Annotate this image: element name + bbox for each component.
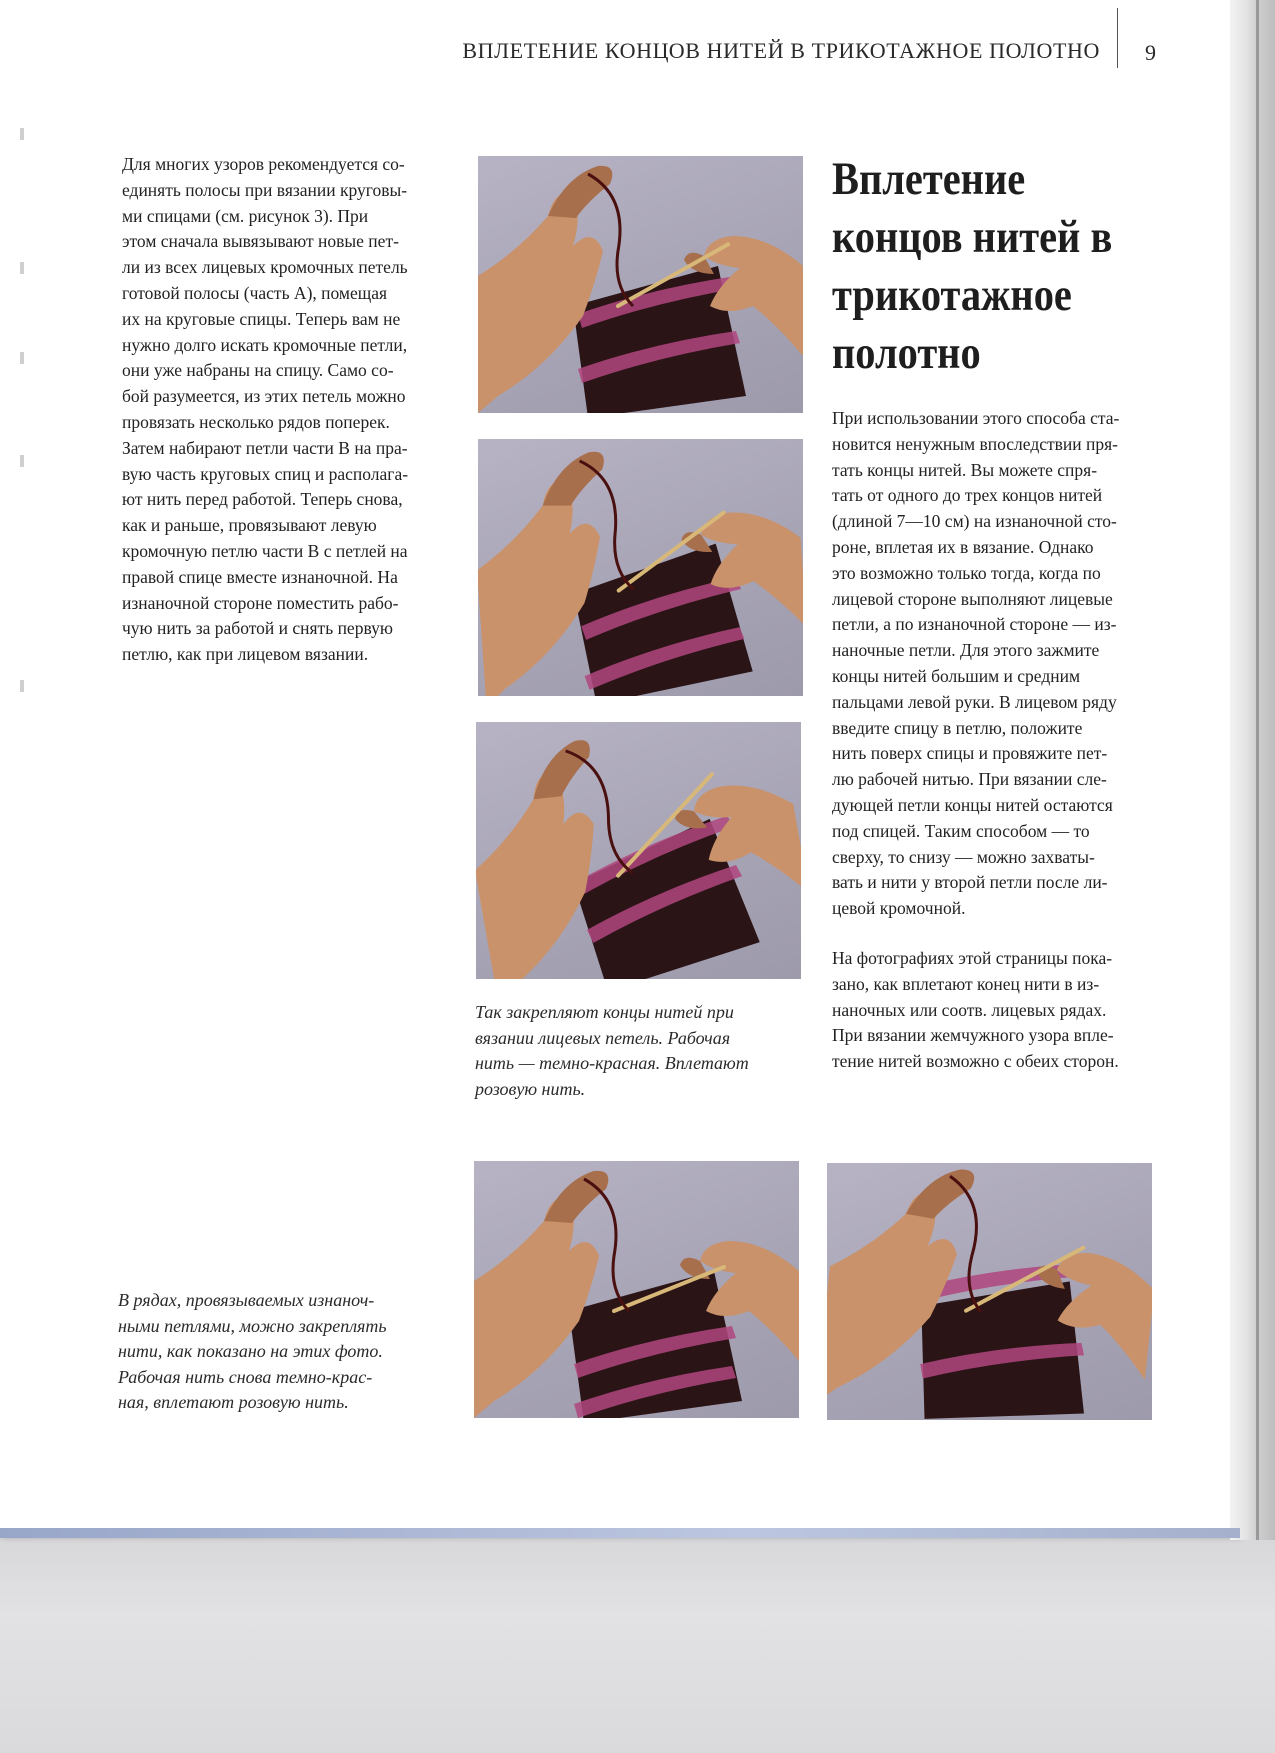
page-number: 9 [1145,40,1156,65]
caption-line: Так закрепляют концы нитей при [475,1002,734,1022]
caption-line: вязании лицевых петель. Рабочая [475,1027,731,1048]
text-line: сверху, то снизу — можно захваты- [832,846,1095,867]
text-line: как и раньше, провязывают левую [122,515,377,536]
title-line: полотно [832,327,981,379]
knitting-illustration [476,722,801,979]
article-paragraph-2 [832,946,1157,1075]
text-line: нужно долго искать кромочные петли, [122,334,408,355]
text-line: введите спицу в петлю, положите [832,717,1083,738]
caption-line: розовую нить. [475,1078,586,1099]
knitting-illustration [478,439,803,696]
photo-knit-step-1 [478,156,803,413]
scan-background [0,1525,1275,1753]
title-line: трикотажное [832,269,1072,321]
scan-mark [20,262,24,274]
spine-edge [1256,0,1259,1540]
text-line: лю рабочей нитью. При вязании сле- [832,769,1107,790]
left-column-text [122,152,447,668]
photo-purl-step-1 [474,1161,799,1418]
text-line: При использовании этого способа ста- [832,408,1120,428]
scan-mark [20,352,24,364]
caption-line: Рабочая нить снова темно-крас- [118,1366,373,1387]
caption-line: ными петлями, можно закреплять [118,1315,387,1336]
text-line: это возможно только тогда, когда по [832,562,1101,583]
caption-knit-rows [475,1000,810,1102]
caption-line: нить — темно-красная. Вплетают [475,1053,749,1073]
text-line: ми спицами (см. рисунок 3). При [122,205,369,226]
text-line: лицевой стороне выполняют лицевые [832,588,1113,609]
text-line: зано, как вплетают конец нити в из- [832,973,1100,994]
text-line: дующей петли концы нитей остаются [832,794,1113,815]
photo-knit-step-2 [478,439,803,696]
scan-mark [20,128,24,140]
text-line: правой спице вместе изнаночной. На [122,566,398,587]
text-line: наночные петли. Для этого зажмите [832,640,1100,661]
photo-knit-step-3 [476,722,801,979]
text-line: петли, а по изнаночной стороне — из- [832,614,1117,635]
text-line: нить поверх спицы и провяжите пет- [832,743,1108,764]
text-line: На фотографиях этой страницы пока- [832,947,1113,968]
caption-line: В рядах, провязываемых изнаноч- [118,1290,375,1310]
text-line: изнаночной стороне поместить рабо- [122,592,399,613]
article-body [832,406,1157,1099]
text-line: новится ненужным впоследствии пря- [832,433,1119,454]
title-line: концов нитей в [832,211,1113,263]
text-line: их на круговые спицы. Теперь вам не [122,308,401,329]
knitting-illustration [827,1163,1152,1420]
text-line: пальцами левой руки. В лицевом ряду [832,691,1117,712]
running-header: ВПЛЕТЕНИЕ КОНЦОВ НИТЕЙ В ТРИКОТАЖНОЕ ПОЛОТНО [462,38,1100,63]
text-line: готовой полосы (часть А), помещая [122,282,388,303]
text-line: вать и нити у второй петли после ли- [832,872,1108,893]
book-spine [1230,0,1275,1540]
photo-purl-step-2 [827,1163,1152,1420]
text-line: чую нить за работой и снять первую [122,618,393,639]
scan-mark [20,455,24,467]
text-line: они уже набраны на спицу. Само со- [122,360,394,381]
text-line: Затем набирают петли части В на пра- [122,437,408,458]
text-line: Для многих узоров рекомендуется со- [122,154,405,174]
header-divider [1117,8,1118,68]
article-paragraph-1 [832,406,1157,922]
text-line: под спицей. Таким способом — то [832,820,1090,841]
cover-edge [0,1528,1240,1538]
text-line: тать от одного до трех концов нитей [832,485,1103,506]
text-line: тать концы нитей. Вы можете спря- [832,459,1098,480]
knitting-illustration [474,1161,799,1418]
text-line: При вязании жемчужного узора впле- [832,1025,1114,1046]
text-line: цевой кромочной. [832,898,966,919]
scan-mark [20,680,24,692]
caption-purl-rows [118,1288,448,1416]
text-line: ют нить перед работой. Теперь снова, [122,489,403,510]
title-line: Вплетение [832,153,1026,205]
text-line: провязать несколько рядов поперек. [122,411,390,432]
text-line: кромочную петлю части В с петлей на [122,540,408,561]
text-line: тение нитей возможно с обеих сторон. [832,1051,1119,1072]
text-line: концы нитей большим и средним [832,665,1081,686]
text-line: ли из всех лицевых кромочных петель [122,257,408,278]
text-line: (длиной 7—10 см) на изнаночной сто- [832,511,1117,532]
text-line: наночных или соотв. лицевых рядах. [832,999,1107,1020]
text-line: этом сначала вывязывают новые пет- [122,231,399,252]
text-line: роне, вплетая их в вязание. Однако [832,536,1094,557]
text-line: единять полосы при вязании круговы- [122,179,408,200]
caption-line: ная, вплетают розовую нить. [118,1392,349,1412]
text-line: бой разумеется, из этих петель можно [122,386,406,407]
caption-line: нити, как показано на этих фото. [118,1341,383,1361]
text-line: вую часть круговых спиц и располага- [122,463,409,484]
knitting-illustration [478,156,803,413]
left-paragraph [122,152,447,668]
article-title [832,150,1116,382]
text-line: петлю, как при лицевом вязании. [122,644,369,665]
